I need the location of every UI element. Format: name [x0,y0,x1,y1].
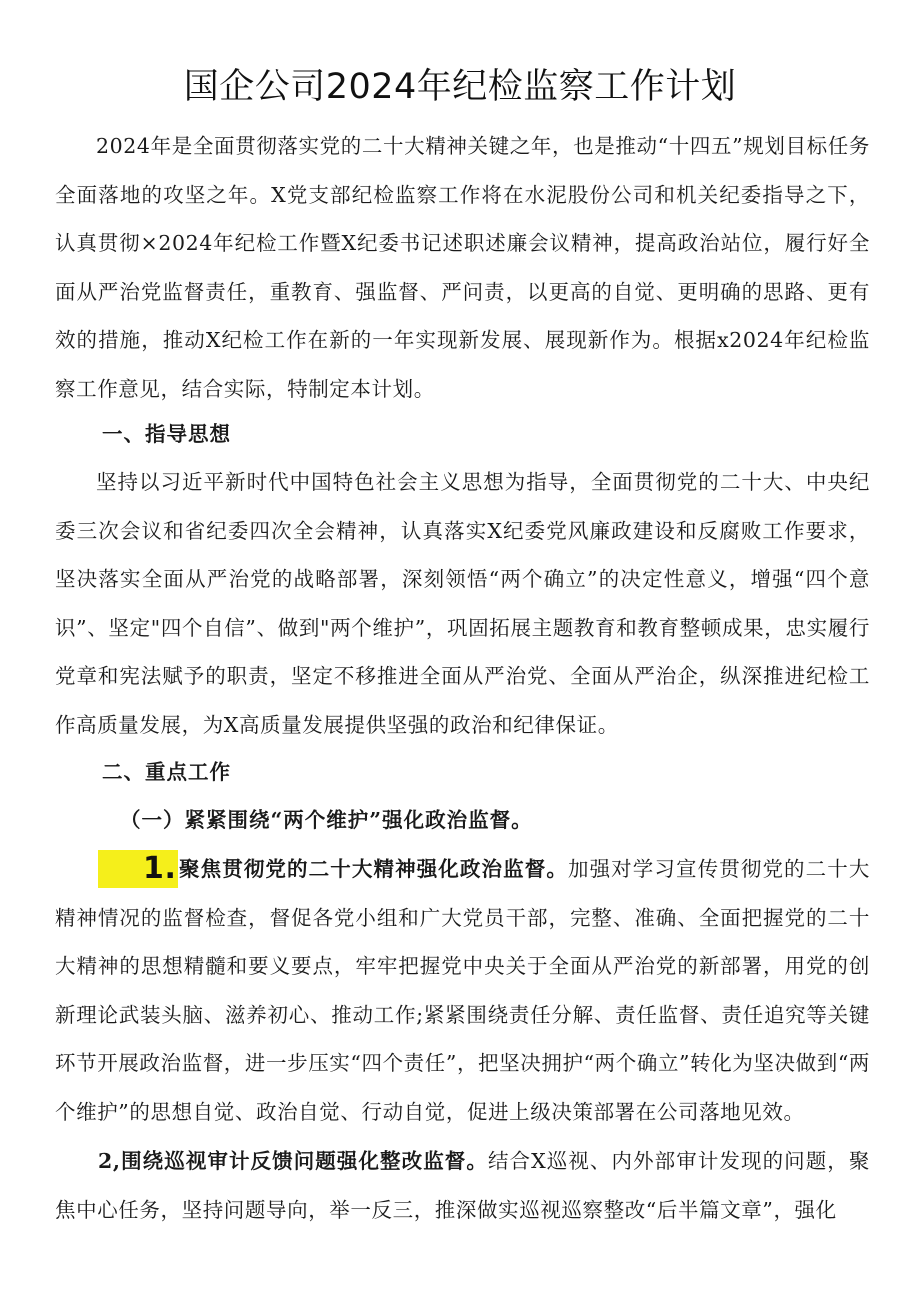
section-heading-guiding-ideology: 一、指导思想 [102,422,231,446]
item-2-body: 结合X巡视、内外部审计发现的问题，聚焦中心任务，坚持问题导向，举一反三，推深做实巡视巡察整改“后半篇文章”，强化 [55,1149,870,1222]
item-2-lead: 2,围绕巡视审计反馈问题强化整改监督。 [98,1149,488,1173]
document-title: 国企公司2024年纪检监察工作计划 [183,67,737,107]
item-2-paragraph [55,1137,870,1234]
item-1-lead: 聚焦贯彻党的二十大精神强化政治监督。 [178,857,568,881]
item-1-paragraph [55,845,870,1136]
guiding-ideology-paragraph: 坚持以习近平新时代中国特色社会主义思想为指导，全面贯彻党的二十大、中央纪委三次会议和省纪委四次全会精神，认真落实X纪委党风廉政建设和反腐败工作要求，坚决落实全面从严治党的战略部署，深刻领悟“两个确立”的决定性意义，增强“四个意识”、坚定"四个自信”、做到"两个维护”，巩固拓展主题教育和教育整顿成果，忠实履行党章和宪法赋予的职责，坚定不移推进全面从严治党、全面从严治企，纵深推进纪检工作高质量发展，为X高质量发展提供坚强的政治和纪律保证。 [55,470,870,737]
intro-paragraph: 2024年是全面贯彻落实党的二十大精神关键之年，也是推动“十四五”规划目标任务全面落地的攻坚之年。X党支部纪检监察工作将在水泥股份公司和机关纪委指导之下，认真贯彻×2024年纪检工作暨X纪委书记述职述廉会议精神，提高政治站位，履行好全面从严治党监督责任，重教育、强监督、严问责，以更高的自觉、更明确的思路、更有效的措施，推动X纪检工作在新的一年实现新发展、展现新作为。根据x2024年纪检监察工作意见，结合实际，特制定本计划。 [55,134,870,401]
item-1-body: 加强对学习宣传贯彻党的二十大精神情况的监督检查，督促各党小组和广大党员干部，完整、准确、全面把握党的二十大精神的思想精髓和要义要点，牢牢把握党中央关于全面从严治党的新部署，用党的创新理论武装头脑、滋养初心、推动工作;紧紧围绕责任分解、责任监督、责任追究等关键环节开展政治监督，进一步压实“四个责任”，把坚决拥护“两个确立”转化为坚决做到“两个维护”的思想自觉、政治自觉、行动自觉，促进上级决策部署在公司落地见效。 [55,857,870,1124]
section-heading-key-work: 二、重点工作 [102,760,231,784]
highlighted-number-marker: 1. [98,850,178,888]
subsection-heading-political-supervision: （一）紧紧围绕“两个维护”强化政治监督。 [120,808,533,832]
